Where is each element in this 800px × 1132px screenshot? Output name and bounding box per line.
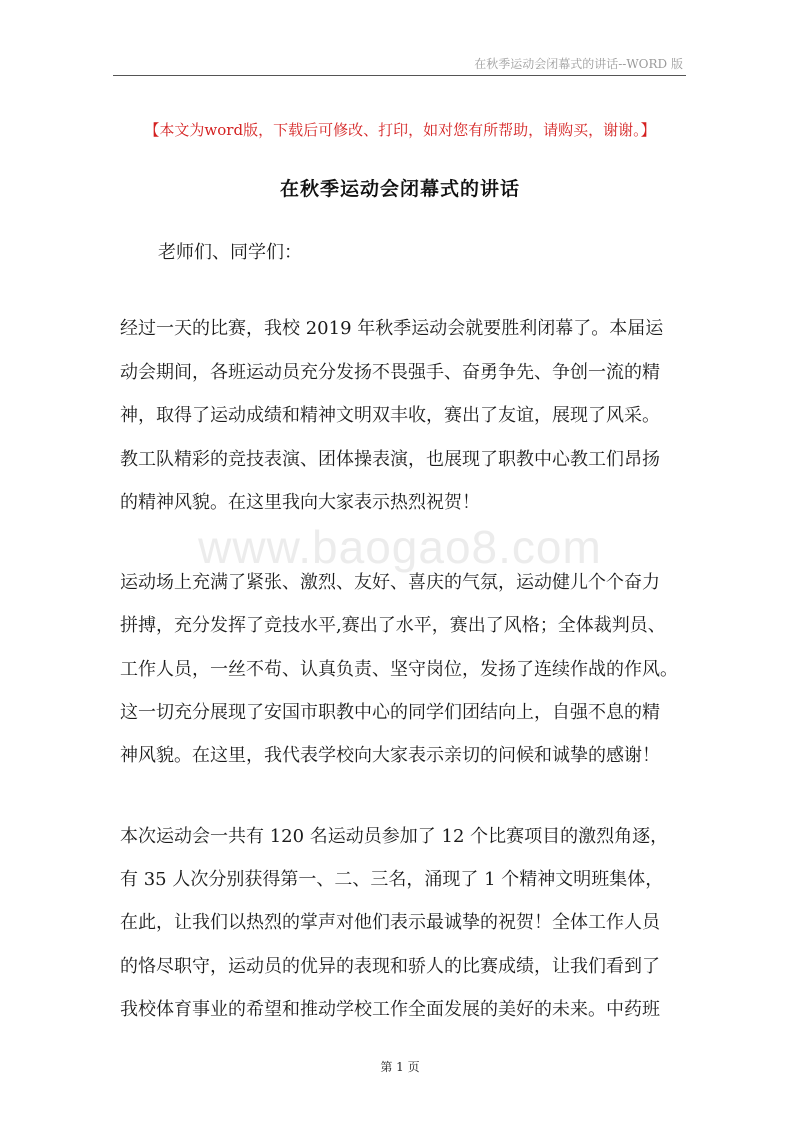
watermark: www.baogao8.com xyxy=(198,521,602,573)
paragraph-line: 本次运动会一共有 120 名运动员参加了 12 个比赛项目的激烈角逐， xyxy=(120,826,669,847)
paragraph-line: 的精神风貌。在这里我向大家表示热烈祝贺！ xyxy=(120,492,480,513)
paragraph-line: 神风貌。在这里，我代表学校向大家表示亲切的问候和诚挚的感谢！ xyxy=(120,745,660,766)
paragraph-line: 这一切充分展现了安国市职教中心的同学们团结向上，自强不息的精 xyxy=(120,702,660,723)
paragraph-line: 运动场上充满了紧张、激烈、友好、喜庆的气氛，运动健儿个个奋力 xyxy=(120,572,660,593)
salutation: 老师们、同学们： xyxy=(158,242,302,263)
paragraph-line: 我校体育事业的希望和推动学校工作全面发展的美好的未来。中药班 xyxy=(120,999,660,1020)
paragraph-line: 动会期间，各班运动员充分发扬不畏强手、奋勇争先、争创一流的精 xyxy=(120,362,660,383)
paragraph-line: 工作人员，一丝不苟、认真负责、坚守岗位，发扬了连续作战的作风。 xyxy=(120,659,678,680)
paragraph-line: 教工队精彩的竞技表演、团体操表演，也展现了职教中心教工们昂扬 xyxy=(120,449,660,470)
page-number: 第 1 页 xyxy=(380,1060,420,1074)
paragraph-line: 拼搏，充分发挥了竞技水平,赛出了水平，赛出了风格；全体裁判员、 xyxy=(120,615,666,636)
paragraph-line: 有 35 人次分别获得第一、二、三名，涌现了 1 个精神文明班集体， xyxy=(120,869,664,890)
paragraph-line: 经过一天的比赛，我校 2019 年秋季运动会就要胜利闭幕了。本届运 xyxy=(120,318,664,339)
paragraph-line: 神，取得了运动成绩和精神文明双丰收，赛出了友谊，展现了风采。 xyxy=(120,405,660,426)
paragraph-line: 在此，让我们以热烈的掌声对他们表示最诚挚的祝贺！全体工作人员 xyxy=(120,912,660,933)
download-notice: 【本文为word版，下载后可修改、打印，如对您有所帮助，请购买，谢谢。】 xyxy=(144,121,656,139)
running-header: 在秋季运动会闭幕式的讲话--WORD 版 xyxy=(474,57,683,71)
document-title: 在秋季运动会闭幕式的讲话 xyxy=(279,178,520,200)
paragraph-line: 的恪尽职守，运动员的优异的表现和骄人的比赛成绩，让我们看到了 xyxy=(120,956,660,977)
header-rule xyxy=(113,75,686,76)
